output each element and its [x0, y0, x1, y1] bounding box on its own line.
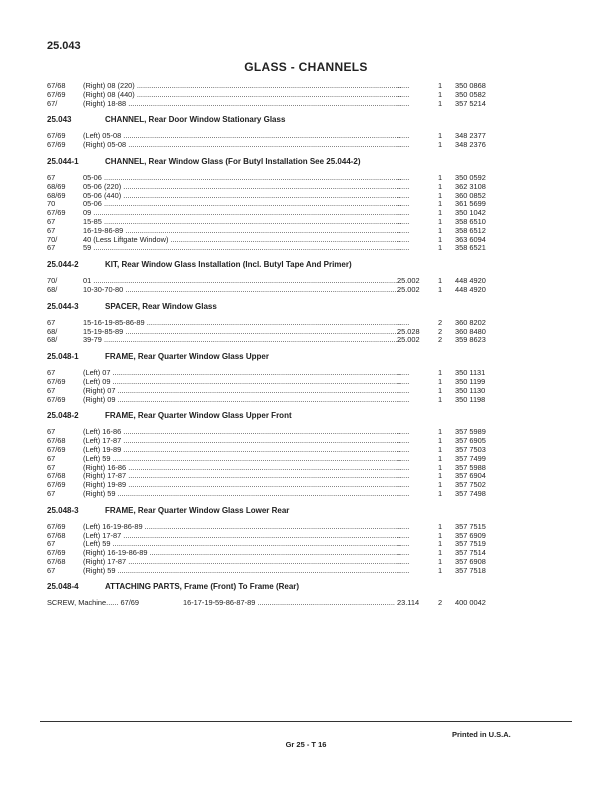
part-number: 360 0852 — [455, 190, 486, 200]
quantity: 1 — [437, 471, 443, 481]
part-number: 357 5989 — [455, 427, 486, 437]
model-year: 68/ — [47, 336, 58, 345]
part-description: (Left) 09 ..... — [83, 378, 401, 387]
part-number: 358 6521 — [455, 243, 486, 253]
parts-row — [47, 490, 567, 499]
parts-row — [47, 378, 567, 387]
model-year: 67/68 — [47, 82, 66, 90]
parts-row — [47, 387, 567, 396]
part-description: (Right) 19-89 ..... — [83, 481, 401, 490]
parts-row — [47, 428, 567, 437]
quantity: 1 — [437, 556, 443, 566]
part-description: (Left) 17-87 ..... — [83, 437, 401, 446]
parts-row — [47, 481, 567, 490]
part-description: 15-19-85-89 ..... — [83, 328, 401, 337]
reference: ...... — [397, 140, 410, 150]
quantity: 1 — [437, 172, 443, 182]
part-description: (Right) 08 (440) ..... — [83, 91, 401, 100]
part-description: 15-16-19-85-86-89 ..... — [83, 319, 401, 328]
reference: ...... — [397, 444, 410, 454]
section-heading — [47, 301, 567, 313]
part-description: 10-30-70-80 ..... — [83, 286, 401, 295]
part-number: 357 7503 — [455, 444, 486, 454]
part-description: (Left) 16-86 ..... — [83, 428, 401, 437]
part-description: 40 (Less Liftgate Window) ..... — [83, 236, 401, 245]
reference: ...... — [397, 539, 410, 549]
model-year: 67/69 — [47, 395, 66, 404]
reference: 25.028 — [397, 326, 420, 336]
quantity: 1 — [437, 284, 443, 294]
part-number: 360 8202 — [455, 317, 486, 327]
model-year: 67/69 — [47, 90, 66, 99]
model-year: 68/69 — [47, 182, 66, 191]
part-number: 350 0592 — [455, 172, 486, 182]
part-description: (Left) 05-08 ..... — [83, 132, 401, 141]
reference: ...... — [397, 394, 410, 404]
part-number: 350 1198 — [455, 394, 486, 404]
part-description: (Right) 09 ..... — [83, 396, 401, 405]
quantity: 1 — [437, 462, 443, 472]
part-description: 16-17-19-59-86-87-89 ..... — [183, 599, 395, 608]
part-number: 357 5988 — [455, 462, 486, 472]
part-number: 361 5699 — [455, 199, 486, 209]
part-description: (Right) 59 ..... — [83, 567, 401, 576]
section-number: 25.043 — [47, 115, 72, 125]
reference: ...... — [397, 453, 410, 463]
part-description: 15-85 ..... — [83, 218, 401, 227]
model-year: SCREW, Machine...... 67/69 — [47, 599, 140, 608]
quantity: 1 — [437, 140, 443, 150]
footer-divider — [40, 721, 572, 722]
part-description: (Right) 18-88 ..... — [83, 100, 401, 109]
parts-row — [47, 183, 567, 192]
model-year: 67/69 — [47, 445, 66, 454]
parts-row — [47, 218, 567, 227]
model-year: 70 — [47, 200, 56, 209]
section-heading — [47, 410, 567, 422]
quantity: 2 — [437, 317, 443, 327]
part-description: (Right) 16-19-86-89 ..... — [83, 549, 401, 558]
parts-row — [47, 91, 567, 100]
model-year: 67/69 — [47, 522, 66, 531]
reference: ...... — [397, 199, 410, 209]
reference: ...... — [397, 190, 410, 200]
quantity: 2 — [437, 335, 443, 345]
section-heading — [47, 156, 567, 168]
parts-row — [47, 336, 567, 345]
model-year: 67/69 — [47, 481, 66, 490]
part-description: (Left) 07 ..... — [83, 369, 401, 378]
parts-row — [47, 132, 567, 141]
model-year: 67/68 — [47, 557, 66, 566]
section-number: 25.048-1 — [47, 352, 79, 362]
reference: ...... — [397, 208, 410, 218]
model-year: 67 — [47, 244, 56, 253]
parts-row — [47, 227, 567, 236]
part-description: (Right) 08 (220) ..... — [83, 82, 401, 91]
model-year: 67 — [47, 217, 56, 226]
part-description: (Right) 17-87 ..... — [83, 472, 401, 481]
model-year: 68/ — [47, 285, 58, 294]
model-year: 67 — [47, 566, 56, 575]
model-year: 67/68 — [47, 437, 66, 446]
model-year: 67/ — [47, 99, 58, 108]
model-year: 67/69 — [47, 141, 66, 150]
part-description: 16-19-86-89 ..... — [83, 227, 401, 236]
part-number: 350 1042 — [455, 208, 486, 218]
quantity: 1 — [437, 521, 443, 531]
part-number: 357 6904 — [455, 471, 486, 481]
parts-row — [47, 567, 567, 576]
part-description: (Right) 17-87 ..... — [83, 558, 401, 567]
part-number: 358 6510 — [455, 216, 486, 226]
quantity: 1 — [437, 548, 443, 558]
quantity: 1 — [437, 530, 443, 540]
parts-row — [47, 328, 567, 337]
reference: ...... — [397, 480, 410, 490]
part-number: 348 2377 — [455, 131, 486, 141]
parts-row — [47, 472, 567, 481]
part-description: (Left) 19-89 ..... — [83, 446, 401, 455]
reference: ...... — [397, 225, 410, 235]
reference: 25.002 — [397, 276, 420, 286]
parts-row — [47, 464, 567, 473]
part-number: 362 3108 — [455, 181, 486, 191]
printed-note: Printed in U.S.A. — [452, 730, 511, 739]
quantity: 1 — [437, 385, 443, 395]
parts-row — [47, 209, 567, 218]
quantity: 1 — [437, 444, 443, 454]
quantity: 1 — [437, 539, 443, 549]
part-description: 05-06 (220) ..... — [83, 183, 401, 192]
parts-row — [47, 200, 567, 209]
reference: ...... — [397, 556, 410, 566]
model-year: 67 — [47, 226, 56, 235]
reference: ...... — [397, 243, 410, 253]
part-number: 350 1199 — [455, 376, 486, 386]
parts-row — [47, 141, 567, 150]
parts-row — [47, 82, 567, 91]
reference: ...... — [397, 521, 410, 531]
parts-row — [47, 549, 567, 558]
reference: ...... — [397, 530, 410, 540]
part-description: 59 ..... — [83, 244, 401, 253]
section-title: FRAME, Rear Quarter Window Glass Lower Rear — [105, 505, 290, 515]
parts-row — [47, 319, 567, 328]
section-number: 25.048-2 — [47, 411, 79, 421]
model-year: 67 — [47, 369, 56, 378]
quantity: 1 — [437, 131, 443, 141]
quantity: 1 — [437, 427, 443, 437]
model-year: 67/69 — [47, 209, 66, 218]
model-year: 70/ — [47, 277, 58, 286]
reference: ...... — [397, 436, 410, 446]
part-number: 357 6908 — [455, 556, 486, 566]
part-number: 363 6094 — [455, 234, 486, 244]
parts-list — [47, 82, 567, 608]
reference: ...... — [397, 548, 410, 558]
reference: ...... — [397, 368, 410, 378]
reference: ...... — [397, 462, 410, 472]
model-year: 67 — [47, 428, 56, 437]
part-description: (Right) 16-86 ..... — [83, 464, 401, 473]
part-number: 348 2376 — [455, 140, 486, 150]
quantity: 1 — [437, 394, 443, 404]
model-year: 70/ — [47, 235, 58, 244]
reference: ...... — [397, 488, 410, 498]
page-title: GLASS - CHANNELS — [244, 60, 368, 74]
part-description: (Left) 16-19-86-89 ..... — [83, 523, 401, 532]
part-description: 05-06 (440) ..... — [83, 192, 401, 201]
section-title: SPACER, Rear Window Glass — [105, 301, 217, 311]
parts-row — [47, 396, 567, 405]
reference: ...... — [397, 98, 410, 108]
part-number: 357 7519 — [455, 539, 486, 549]
quantity: 1 — [437, 243, 443, 253]
quantity: 1 — [437, 81, 443, 90]
page-number: 25.043 — [47, 40, 81, 52]
part-number: 448 4920 — [455, 276, 486, 286]
quantity: 2 — [437, 598, 443, 608]
quantity: 1 — [437, 453, 443, 463]
parts-row — [47, 286, 567, 295]
part-description: 39-79 ..... — [83, 336, 401, 345]
part-number: 350 0868 — [455, 81, 486, 90]
section-number: 25.048-4 — [47, 582, 79, 592]
reference: ...... — [397, 234, 410, 244]
model-year: 67 — [47, 540, 56, 549]
model-year: 67/69 — [47, 549, 66, 558]
reference: ...... — [397, 172, 410, 182]
part-number: 357 6905 — [455, 436, 486, 446]
part-description: 09 ..... — [83, 209, 401, 218]
section-title: CHANNEL, Rear Window Glass (For Butyl Installation See 25.044-2) — [105, 156, 361, 166]
reference: ...... — [397, 385, 410, 395]
quantity: 1 — [437, 276, 443, 286]
part-number: 357 7514 — [455, 548, 486, 558]
reference: ...... — [397, 81, 410, 90]
section-title: ATTACHING PARTS, Frame (Front) To Frame (Rear) — [105, 582, 300, 592]
part-number: 350 0582 — [455, 89, 486, 99]
reference: ...... — [397, 89, 410, 99]
quantity: 1 — [437, 368, 443, 378]
parts-row — [47, 446, 567, 455]
reference: ...... — [397, 131, 410, 141]
reference: 23.114 — [397, 598, 420, 608]
part-number: 357 7498 — [455, 488, 486, 498]
reference: ...... — [397, 317, 410, 327]
footer-code: Gr 25 - T 16 — [285, 740, 327, 749]
part-description: (Left) 17-87 ..... — [83, 532, 401, 541]
part-description: 01 ..... — [83, 277, 401, 286]
part-description: (Right) 59 ..... — [83, 490, 401, 499]
part-number: 357 7518 — [455, 565, 486, 575]
quantity: 2 — [437, 326, 443, 336]
section-title: FRAME, Rear Quarter Window Glass Upper Front — [105, 411, 292, 421]
reference: 25.002 — [397, 284, 420, 294]
quantity: 1 — [437, 234, 443, 244]
part-number: 400 0042 — [455, 598, 486, 608]
model-year: 67/69 — [47, 377, 66, 386]
part-number: 357 6909 — [455, 530, 486, 540]
section-number: 25.044-1 — [47, 156, 79, 166]
model-year: 67 — [47, 463, 56, 472]
part-description: (Left) 59 ..... — [83, 540, 401, 549]
model-year: 67/68 — [47, 472, 66, 481]
parts-row — [47, 558, 567, 567]
parts-row — [47, 100, 567, 109]
section-number: 25.044-2 — [47, 260, 79, 270]
quantity: 1 — [437, 436, 443, 446]
parts-row — [47, 437, 567, 446]
parts-row — [47, 277, 567, 286]
parts-row — [47, 455, 567, 464]
section-heading — [47, 114, 567, 126]
part-number: 350 1131 — [455, 368, 486, 378]
part-number: 350 1130 — [455, 385, 486, 395]
parts-row — [47, 540, 567, 549]
parts-row — [47, 369, 567, 378]
parts-row — [47, 523, 567, 532]
section-title: CHANNEL, Rear Door Window Stationary Glass — [105, 115, 286, 125]
section-title: KIT, Rear Window Glass Installation (Incl. Butyl Tape And Primer) — [105, 260, 352, 270]
model-year: 67 — [47, 173, 56, 182]
section-heading — [47, 581, 567, 593]
parts-row — [47, 532, 567, 541]
quantity: 1 — [437, 376, 443, 386]
parts-row — [47, 174, 567, 183]
part-number: 357 7499 — [455, 453, 486, 463]
model-year: 67 — [47, 454, 56, 463]
quantity: 1 — [437, 216, 443, 226]
parts-row — [47, 599, 567, 608]
parts-row — [47, 244, 567, 253]
quantity: 1 — [437, 190, 443, 200]
quantity: 1 — [437, 225, 443, 235]
reference: ...... — [397, 376, 410, 386]
section-number: 25.044-3 — [47, 301, 79, 311]
part-number: 448 4920 — [455, 284, 486, 294]
parts-row — [47, 192, 567, 201]
model-year: 67 — [47, 318, 56, 327]
parts-row — [47, 236, 567, 245]
quantity: 1 — [437, 199, 443, 209]
part-number: 359 8623 — [455, 335, 486, 345]
quantity: 1 — [437, 480, 443, 490]
section-heading — [47, 351, 567, 363]
reference: ...... — [397, 565, 410, 575]
model-year: 68/69 — [47, 191, 66, 200]
part-number: 360 8480 — [455, 326, 486, 336]
quantity: 1 — [437, 488, 443, 498]
section-heading — [47, 505, 567, 517]
model-year: 67/69 — [47, 132, 66, 141]
model-year: 67 — [47, 386, 56, 395]
quantity: 1 — [437, 89, 443, 99]
quantity: 1 — [437, 98, 443, 108]
reference: ...... — [397, 427, 410, 437]
part-number: 357 5214 — [455, 98, 486, 108]
section-title: FRAME, Rear Quarter Window Glass Upper — [105, 352, 269, 362]
reference: 25.002 — [397, 335, 420, 345]
section-heading — [47, 259, 567, 271]
reference: ...... — [397, 181, 410, 191]
quantity: 1 — [437, 181, 443, 191]
part-number: 358 6512 — [455, 225, 486, 235]
part-description: 05-06 ..... — [83, 174, 401, 183]
model-year: 67 — [47, 489, 56, 498]
quantity: 1 — [437, 208, 443, 218]
part-description: (Left) 59 ..... — [83, 455, 401, 464]
model-year: 68/ — [47, 327, 58, 336]
part-description: 05-06 ..... — [83, 200, 401, 209]
reference: ...... — [397, 471, 410, 481]
part-number: 357 7515 — [455, 521, 486, 531]
section-number: 25.048-3 — [47, 505, 79, 515]
part-number: 357 7502 — [455, 480, 486, 490]
quantity: 1 — [437, 565, 443, 575]
part-description: (Right) 07 ..... — [83, 387, 401, 396]
model-year: 67/68 — [47, 531, 66, 540]
reference: ...... — [397, 216, 410, 226]
part-description: (Right) 05-08 ..... — [83, 141, 401, 150]
